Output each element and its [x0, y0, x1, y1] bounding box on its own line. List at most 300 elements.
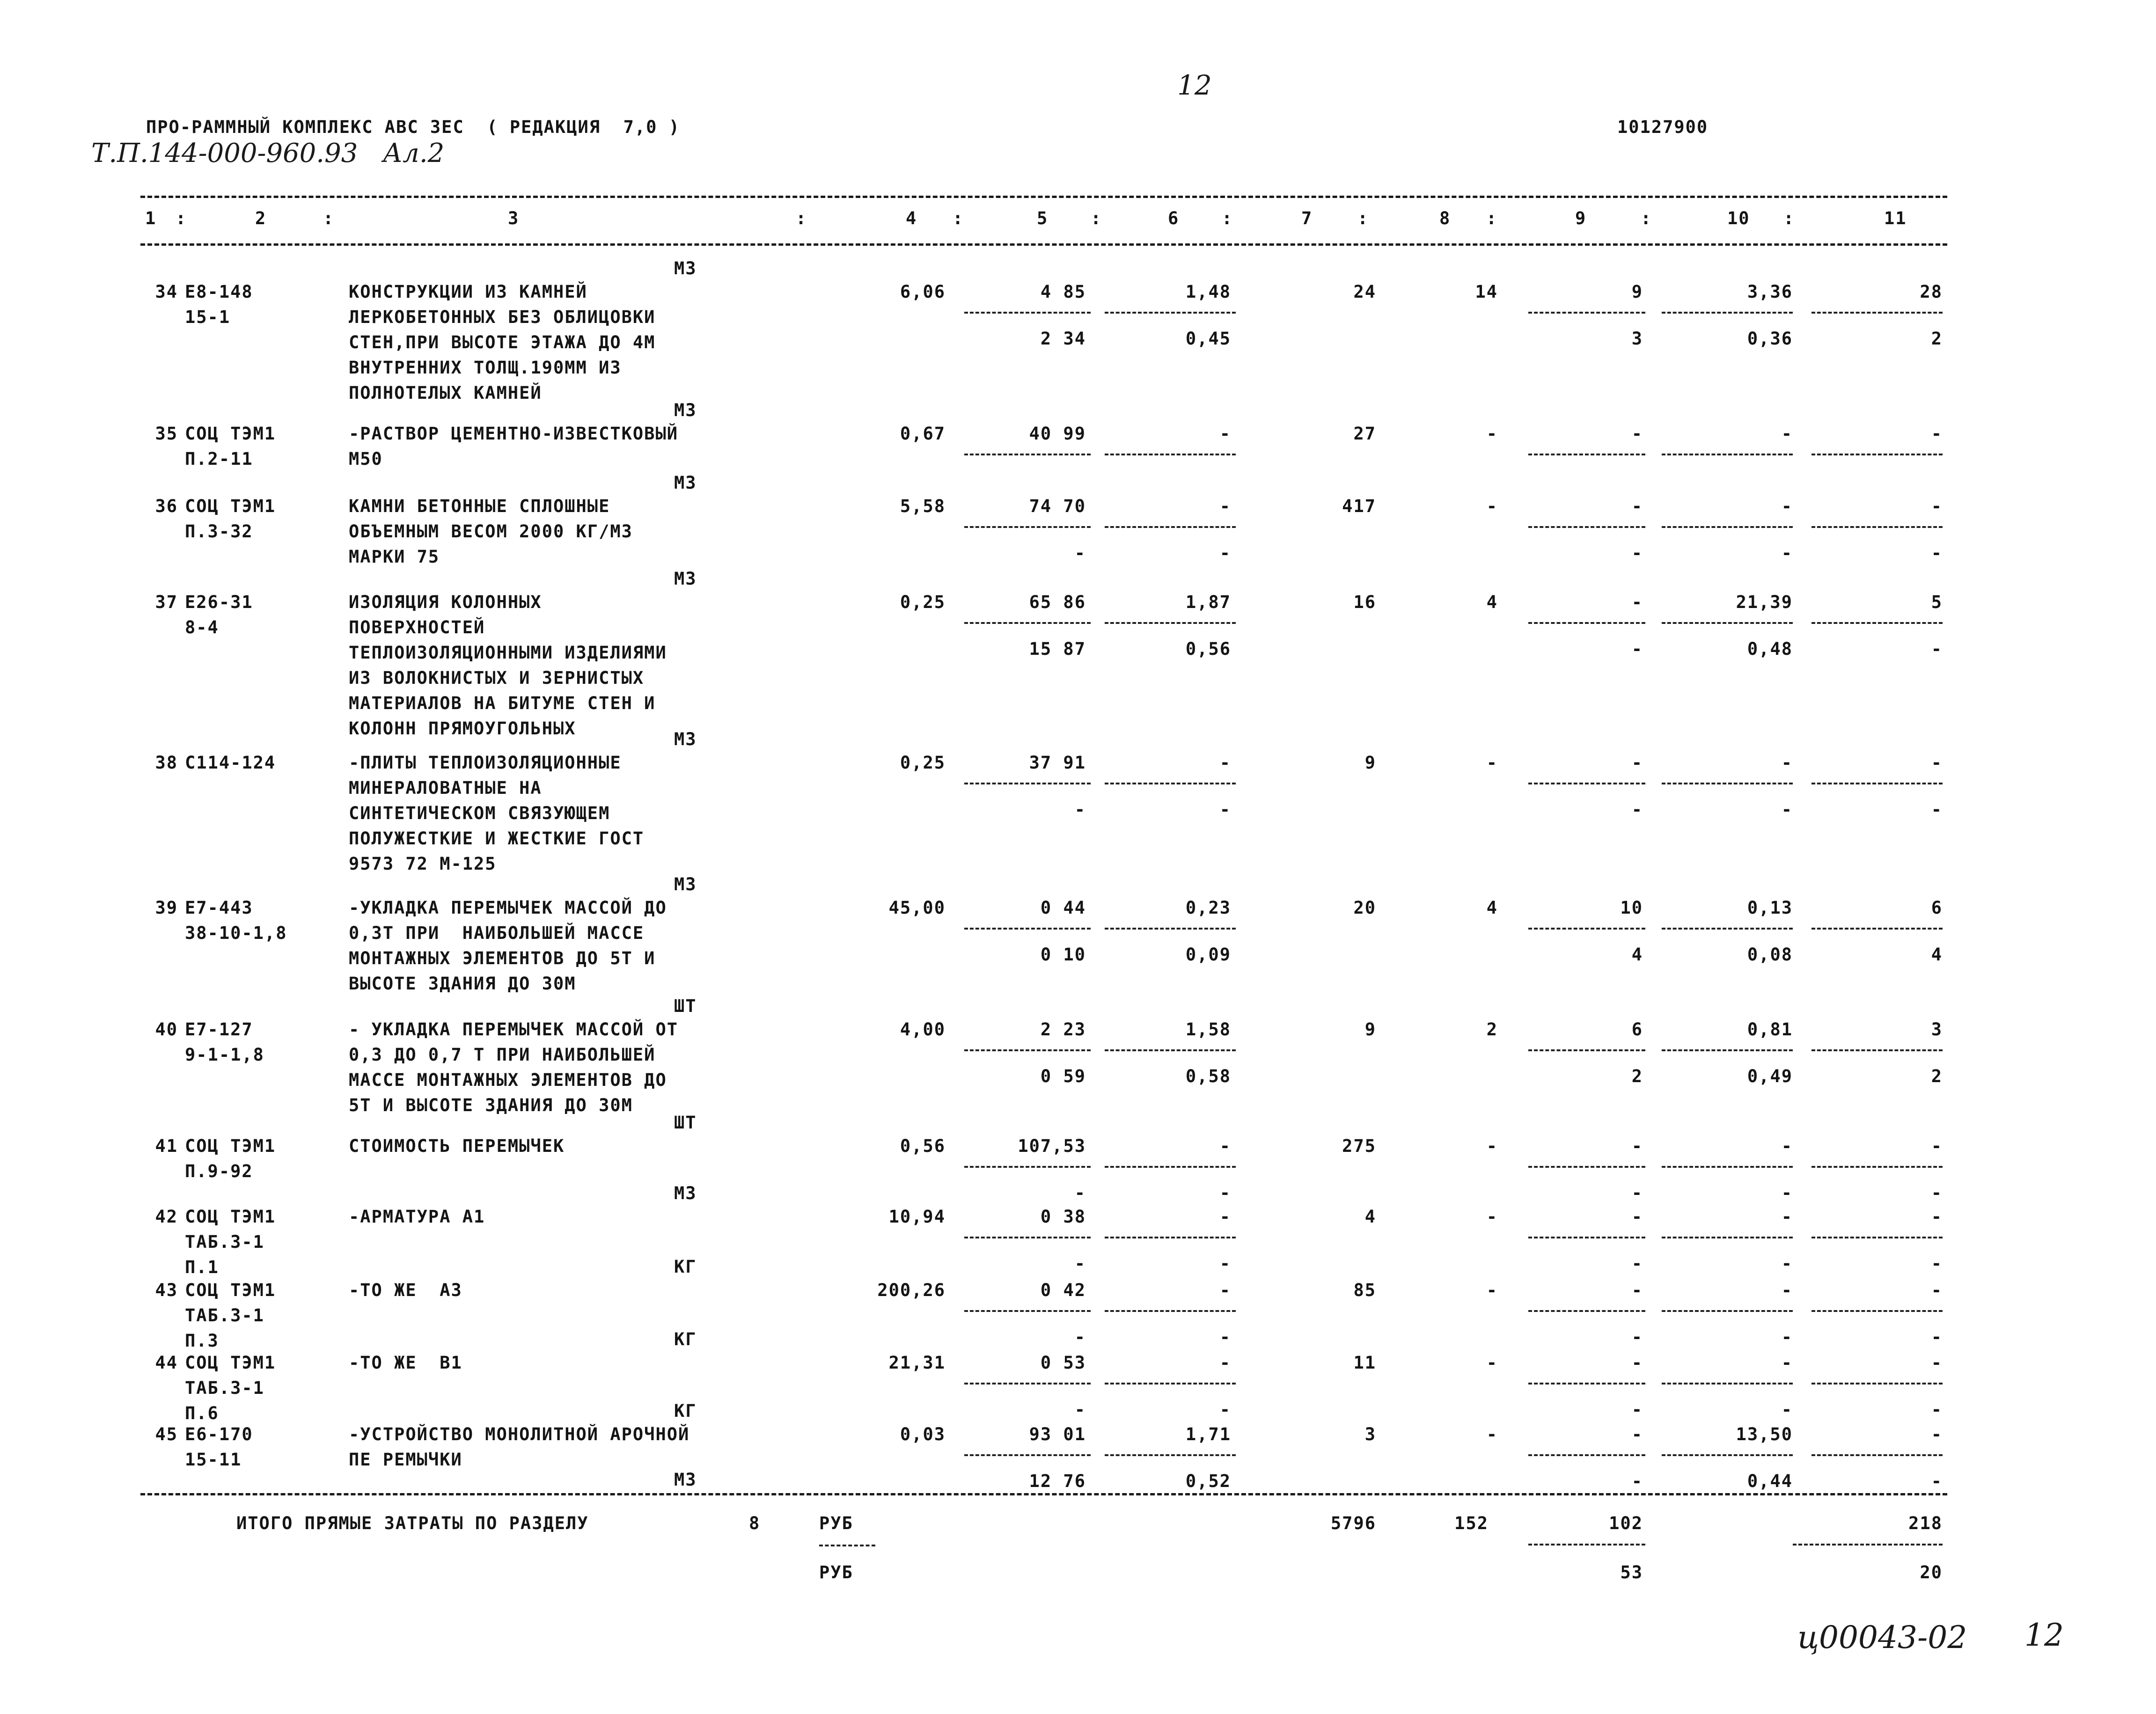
- row-col5-bottom: -: [1074, 1183, 1086, 1203]
- row-col10-bottom: -: [1781, 543, 1793, 563]
- row-code: 15-1: [185, 307, 231, 327]
- row-col5-top: 0 42: [1040, 1280, 1086, 1300]
- row-col5-top: 65 86: [1029, 592, 1086, 612]
- row-col8: 2: [1486, 1019, 1498, 1040]
- row-col5-divider: [964, 1383, 1091, 1384]
- column-header-5: 5: [1037, 208, 1049, 228]
- row-col6-top: -: [1219, 1280, 1231, 1300]
- totals-col11-bottom: 20: [1920, 1562, 1943, 1582]
- row-col5-top: 0 44: [1040, 898, 1086, 918]
- row-col10-top: -: [1781, 1207, 1793, 1227]
- row-description: ПОВЕРХНОСТЕЙ: [349, 617, 485, 637]
- totals-col11-top: 218: [1908, 1513, 1943, 1533]
- row-col8: -: [1486, 1424, 1498, 1444]
- row-col10-divider: [1662, 1454, 1793, 1456]
- row-unit: М3: [674, 569, 697, 589]
- row-col7: 16: [1353, 592, 1376, 612]
- row-col9-divider: [1528, 1237, 1645, 1238]
- row-number: 35: [155, 424, 178, 444]
- row-col10-top: -: [1781, 753, 1793, 773]
- row-description: МАССЕ МОНТАЖНЫХ ЭЛЕМЕНТОВ ДО: [349, 1070, 667, 1090]
- row-col10-bottom: 0,36: [1747, 329, 1793, 349]
- row-col7: 24: [1353, 282, 1376, 302]
- row-col10-bottom: -: [1781, 799, 1793, 820]
- row-col9-divider: [1528, 783, 1645, 784]
- row-code: СОЦ ТЭМ1: [185, 1280, 276, 1300]
- row-col6-bottom: -: [1219, 1327, 1231, 1347]
- column-header-10: 10: [1727, 208, 1750, 228]
- column-separator: :: [1357, 208, 1369, 228]
- row-col7: 4: [1364, 1207, 1376, 1227]
- row-col8: -: [1486, 753, 1498, 773]
- row-col9-bottom: -: [1631, 1399, 1643, 1420]
- column-header-1: 1: [145, 208, 157, 228]
- column-separator: :: [1783, 208, 1795, 228]
- row-col5-divider: [964, 1237, 1091, 1238]
- row-code: СОЦ ТЭМ1: [185, 1353, 276, 1373]
- row-col11-bottom: -: [1931, 639, 1943, 659]
- row-description: ОБЪЕМНЫМ ВЕСОМ 2000 КГ/М3: [349, 521, 633, 542]
- row-description: ПЕ РЕМЫЧКИ: [349, 1450, 462, 1470]
- row-col10-divider: [1662, 928, 1793, 930]
- row-col8: -: [1486, 1280, 1498, 1300]
- row-col10-divider: [1662, 783, 1793, 784]
- row-description: -АРМАТУРА А1: [349, 1207, 485, 1227]
- row-col10-top: 21,39: [1736, 592, 1793, 612]
- row-col6-top: 1,71: [1185, 1424, 1231, 1444]
- row-description: 0,3 ДО 0,7 Т ПРИ НАИБОЛЬШЕЙ: [349, 1045, 656, 1065]
- row-col10-divider: [1662, 312, 1793, 314]
- row-code: П.2-11: [185, 449, 253, 469]
- row-unit: М3: [674, 400, 697, 420]
- row-col5-top: 93 01: [1029, 1424, 1086, 1444]
- row-col10-top: -: [1781, 1280, 1793, 1300]
- row-col11-top: -: [1931, 1207, 1943, 1227]
- row-description: -ПЛИТЫ ТЕПЛОИЗОЛЯЦИОННЫЕ: [349, 753, 622, 773]
- row-code: СОЦ ТЭМ1: [185, 496, 276, 516]
- row-code: П.6: [185, 1403, 219, 1423]
- row-col6-bottom: 0,56: [1185, 639, 1231, 659]
- row-col5-divider: [964, 1454, 1091, 1456]
- row-col5-top: 0 53: [1040, 1353, 1086, 1373]
- row-description: МИНЕРАЛОВАТНЫЕ НА: [349, 778, 542, 798]
- row-col9-top: -: [1631, 1207, 1643, 1227]
- row-col10-divider: [1662, 1310, 1793, 1312]
- row-col5-divider: [964, 454, 1091, 455]
- row-col11-top: -: [1931, 1280, 1943, 1300]
- row-unit: М3: [674, 258, 697, 278]
- column-header-7: 7: [1301, 208, 1313, 228]
- row-col5-divider: [964, 783, 1091, 784]
- row-col11-top: 28: [1920, 282, 1943, 302]
- row-col6-divider: [1105, 312, 1236, 314]
- row-col5-bottom: 2 34: [1040, 329, 1086, 349]
- row-number: 45: [155, 1424, 178, 1444]
- column-separator: :: [1486, 208, 1498, 228]
- row-col7: 3: [1364, 1424, 1376, 1444]
- row-code: П.3-32: [185, 521, 253, 542]
- row-col9-top: -: [1631, 1424, 1643, 1444]
- row-col6-divider: [1105, 1454, 1236, 1456]
- row-col11-divider: [1811, 1383, 1943, 1384]
- row-col6-top: 1,48: [1185, 282, 1231, 302]
- row-number: 43: [155, 1280, 178, 1300]
- row-col11-bottom: -: [1931, 543, 1943, 563]
- row-col9-bottom: 2: [1631, 1066, 1643, 1086]
- column-separator: :: [1641, 208, 1652, 228]
- row-col10-bottom: 0,44: [1747, 1471, 1793, 1491]
- row-col6-top: -: [1219, 496, 1231, 516]
- row-col8: -: [1486, 424, 1498, 444]
- row-col8: 14: [1475, 282, 1498, 302]
- totals-col9-top: 102: [1609, 1513, 1643, 1533]
- row-unit: КГ: [674, 1401, 697, 1421]
- row-description: СИНТЕТИЧЕСКОМ СВЯЗУЮЩЕМ: [349, 803, 610, 823]
- row-quantity: 6,06: [900, 282, 946, 302]
- row-col10-top: -: [1781, 1136, 1793, 1156]
- row-col5-divider: [964, 622, 1091, 624]
- table-bottom-rule: [140, 1493, 1947, 1495]
- row-col9-top: 10: [1620, 898, 1643, 918]
- row-code: Е8-148: [185, 282, 253, 302]
- row-col10-divider: [1662, 1049, 1793, 1051]
- row-col6-bottom: -: [1219, 1183, 1231, 1203]
- row-col9-divider: [1528, 928, 1645, 930]
- row-col6-bottom: -: [1219, 1253, 1231, 1274]
- row-col11-top: -: [1931, 1136, 1943, 1156]
- row-col5-bottom: -: [1074, 799, 1086, 820]
- row-quantity: 0,25: [900, 592, 946, 612]
- row-col5-divider: [964, 1166, 1091, 1168]
- row-description: ВЫСОТЕ ЗДАНИЯ ДО 30М: [349, 974, 576, 994]
- row-col11-bottom: -: [1931, 1399, 1943, 1420]
- row-number: 37: [155, 592, 178, 612]
- row-col9-bottom: -: [1631, 1253, 1643, 1274]
- row-col9-divider: [1528, 1454, 1645, 1456]
- row-quantity: 21,31: [888, 1353, 946, 1373]
- row-unit: КГ: [674, 1257, 697, 1277]
- row-col5-bottom: 15 87: [1029, 639, 1086, 659]
- row-col9-top: -: [1631, 496, 1643, 516]
- row-col10-divider: [1662, 1237, 1793, 1238]
- row-description: ПОЛНОТЕЛЫХ КАМНЕЙ: [349, 383, 542, 403]
- column-header-9: 9: [1575, 208, 1587, 228]
- row-col11-top: -: [1931, 1353, 1943, 1373]
- row-description: -РАСТВОР ЦЕМЕНТНО-ИЗВЕСТКОВЫЙ: [349, 424, 679, 444]
- row-col5-top: 107,53: [1018, 1136, 1086, 1156]
- row-unit: КГ: [674, 1329, 697, 1349]
- document-reference: Т.П.144-000-960.93 Ал.2: [91, 138, 445, 168]
- row-col9-divider: [1528, 454, 1645, 455]
- row-col6-divider: [1105, 928, 1236, 930]
- row-col5-top: 37 91: [1029, 753, 1086, 773]
- row-unit: М3: [674, 473, 697, 493]
- row-description: 0,3Т ПРИ НАИБОЛЬШЕЙ МАССЕ: [349, 923, 645, 943]
- row-description: КОНСТРУКЦИИ ИЗ КАМНЕЙ: [349, 282, 587, 302]
- totals-col7: 5796: [1330, 1513, 1376, 1533]
- row-code: ТАБ.3-1: [185, 1378, 264, 1398]
- row-col8: -: [1486, 1207, 1498, 1227]
- row-col9-bottom: -: [1631, 1327, 1643, 1347]
- column-separator: :: [323, 208, 335, 228]
- row-code: ТАБ.3-1: [185, 1232, 264, 1252]
- row-col7: 20: [1353, 898, 1376, 918]
- document-code: 10127900: [1617, 117, 1709, 137]
- row-number: 44: [155, 1353, 178, 1373]
- row-unit: М3: [674, 729, 697, 749]
- row-code: Е26-31: [185, 592, 253, 612]
- column-header-6: 6: [1168, 208, 1180, 228]
- row-col9-top: -: [1631, 592, 1643, 612]
- row-col9-bottom: -: [1631, 639, 1643, 659]
- row-col11-bottom: 2: [1931, 1066, 1943, 1086]
- row-col10-divider: [1662, 622, 1793, 624]
- row-description: - УКЛАДКА ПЕРЕМЫЧЕК МАССОЙ ОТ: [349, 1019, 679, 1040]
- totals-unit-divider: [819, 1545, 875, 1546]
- row-col7: 9: [1364, 753, 1376, 773]
- row-col11-top: -: [1931, 1424, 1943, 1444]
- row-col5-bottom: -: [1074, 1327, 1086, 1347]
- row-col9-top: 9: [1631, 282, 1643, 302]
- row-description: -ТО ЖЕ В1: [349, 1353, 462, 1373]
- row-code: СОЦ ТЭМ1: [185, 1136, 276, 1156]
- row-col6-divider: [1105, 622, 1236, 624]
- row-col5-bottom: 0 10: [1040, 945, 1086, 965]
- row-col6-bottom: -: [1219, 543, 1231, 563]
- row-col8: -: [1486, 1136, 1498, 1156]
- row-col11-top: -: [1931, 753, 1943, 773]
- row-col11-bottom: -: [1931, 1183, 1943, 1203]
- row-unit-last: М3: [674, 1470, 697, 1490]
- row-code: С114-124: [185, 753, 276, 773]
- totals-col9-bottom: 53: [1620, 1562, 1643, 1582]
- row-col6-divider: [1105, 1166, 1236, 1168]
- row-col5-bottom: -: [1074, 1253, 1086, 1274]
- row-col11-bottom: -: [1931, 1471, 1943, 1491]
- row-col6-top: 1,87: [1185, 592, 1231, 612]
- column-separator: :: [1091, 208, 1102, 228]
- column-separator: :: [953, 208, 964, 228]
- row-col10-bottom: 0,49: [1747, 1066, 1793, 1086]
- program-header: ПРО-РАММНЫЙ КОМПЛЕКС АВС ЗЕС ( РЕДАКЦИЯ 7,0 ): [146, 117, 680, 137]
- row-col5-top: 74 70: [1029, 496, 1086, 516]
- row-col9-divider: [1528, 1383, 1645, 1384]
- row-description: ЛЕРКОБЕТОННЫХ БЕЗ ОБЛИЦОВКИ: [349, 307, 656, 327]
- row-description: ВНУТРЕННИХ ТОЛЩ.190ММ ИЗ: [349, 358, 622, 378]
- row-number: 41: [155, 1136, 178, 1156]
- row-col10-bottom: -: [1781, 1253, 1793, 1274]
- table-header-bottom-rule: [140, 243, 1947, 246]
- row-col9-top: 6: [1631, 1019, 1643, 1040]
- row-col10-divider: [1662, 1166, 1793, 1168]
- row-col11-top: -: [1931, 424, 1943, 444]
- row-col9-divider: [1528, 1166, 1645, 1168]
- row-code: П.9-92: [185, 1161, 253, 1181]
- totals-unit-top: РУБ: [819, 1513, 853, 1533]
- column-header-3: 3: [508, 208, 520, 228]
- row-quantity: 0,56: [900, 1136, 946, 1156]
- row-number: 38: [155, 753, 178, 773]
- row-description: ИЗ ВОЛОКНИСТЫХ И ЗЕРНИСТЫХ: [349, 668, 645, 688]
- row-col6-divider: [1105, 1237, 1236, 1238]
- row-col8: -: [1486, 496, 1498, 516]
- row-description: МАТЕРИАЛОВ НА БИТУМЕ СТЕН И: [349, 693, 656, 713]
- page-number-top: 12: [1177, 69, 1212, 101]
- row-col9-bottom: 4: [1631, 945, 1643, 965]
- row-col10-bottom: -: [1781, 1399, 1793, 1420]
- row-col10-bottom: 0,08: [1747, 945, 1793, 965]
- row-col11-bottom: 2: [1931, 329, 1943, 349]
- row-number: 34: [155, 282, 178, 302]
- column-header-2: 2: [255, 208, 267, 228]
- row-col9-divider: [1528, 1310, 1645, 1312]
- row-description: КАМНИ БЕТОННЫЕ СПЛОШНЫЕ: [349, 496, 610, 516]
- row-col9-bottom: -: [1631, 543, 1643, 563]
- row-code: СОЦ ТЭМ1: [185, 1207, 276, 1227]
- row-col5-divider: [964, 526, 1091, 528]
- row-col9-bottom: 3: [1631, 329, 1643, 349]
- row-col9-divider: [1528, 622, 1645, 624]
- row-col7: 417: [1342, 496, 1376, 516]
- row-col9-divider: [1528, 1049, 1645, 1051]
- row-unit: М3: [674, 1183, 697, 1203]
- row-col7: 27: [1353, 424, 1376, 444]
- row-description: -УСТРОЙСТВО МОНОЛИТНОЙ АРОЧНОЙ: [349, 1424, 690, 1444]
- column-separator: :: [176, 208, 187, 228]
- row-col11-bottom: -: [1931, 799, 1943, 820]
- row-col9-top: -: [1631, 424, 1643, 444]
- row-col11-bottom: 4: [1931, 945, 1943, 965]
- column-header-4: 4: [906, 208, 917, 228]
- row-col9-divider: [1528, 526, 1645, 528]
- row-col11-divider: [1811, 622, 1943, 624]
- row-col6-bottom: -: [1219, 799, 1231, 820]
- row-col11-bottom: -: [1931, 1253, 1943, 1274]
- column-separator: :: [796, 208, 807, 228]
- row-col6-bottom: 0,58: [1185, 1066, 1231, 1086]
- row-col6-top: -: [1219, 1353, 1231, 1373]
- row-col9-divider: [1528, 312, 1645, 314]
- row-col11-divider: [1811, 526, 1943, 528]
- row-col5-divider: [964, 928, 1091, 930]
- row-unit: ШТ: [674, 996, 697, 1016]
- totals-col9-divider: [1528, 1544, 1645, 1546]
- totals-unit-bottom: РУБ: [819, 1562, 853, 1582]
- totals-col11-divider: [1793, 1544, 1943, 1546]
- row-description: КОЛОНН ПРЯМОУГОЛЬНЫХ: [349, 718, 576, 739]
- row-quantity: 5,58: [900, 496, 946, 516]
- row-col11-bottom: -: [1931, 1327, 1943, 1347]
- row-quantity: 0,03: [900, 1424, 946, 1444]
- row-col9-top: -: [1631, 753, 1643, 773]
- row-col6-divider: [1105, 1310, 1236, 1312]
- footer-page-number: 12: [2024, 1617, 2064, 1653]
- row-col11-top: -: [1931, 496, 1943, 516]
- row-description: МАРКИ 75: [349, 547, 440, 567]
- row-col6-divider: [1105, 454, 1236, 455]
- row-col10-top: 3,36: [1747, 282, 1793, 302]
- row-description: 5Т И ВЫСОТЕ ЗДАНИЯ ДО 30М: [349, 1095, 633, 1115]
- row-col11-divider: [1811, 312, 1943, 314]
- row-col5-top: 2 23: [1040, 1019, 1086, 1040]
- row-col9-bottom: -: [1631, 799, 1643, 820]
- row-col5-top: 0 38: [1040, 1207, 1086, 1227]
- row-code: 38-10-1,8: [185, 923, 287, 943]
- row-col5-top: 4 85: [1040, 282, 1086, 302]
- row-col7: 9: [1364, 1019, 1376, 1040]
- row-col9-top: -: [1631, 1136, 1643, 1156]
- row-col11-divider: [1811, 454, 1943, 455]
- row-col6-divider: [1105, 526, 1236, 528]
- row-col10-divider: [1662, 454, 1793, 455]
- row-col6-top: -: [1219, 424, 1231, 444]
- row-unit: ШТ: [674, 1113, 697, 1133]
- row-col5-bottom: -: [1074, 543, 1086, 563]
- row-code: 9-1-1,8: [185, 1045, 264, 1065]
- row-col8: 4: [1486, 898, 1498, 918]
- row-quantity: 10,94: [888, 1207, 946, 1227]
- row-col6-bottom: -: [1219, 1399, 1231, 1420]
- row-col10-top: 13,50: [1736, 1424, 1793, 1444]
- row-col11-top: 3: [1931, 1019, 1943, 1040]
- row-col6-divider: [1105, 1383, 1236, 1384]
- row-description: 9573 72 М-125: [349, 854, 497, 874]
- row-code: 8-4: [185, 617, 219, 637]
- row-code: П.3: [185, 1331, 219, 1351]
- row-number: 36: [155, 496, 178, 516]
- row-col11-divider: [1811, 1237, 1943, 1238]
- row-code: СОЦ ТЭМ1: [185, 424, 276, 444]
- row-col7: 85: [1353, 1280, 1376, 1300]
- row-code: ТАБ.3-1: [185, 1305, 264, 1326]
- row-quantity: 45,00: [888, 898, 946, 918]
- row-col6-bottom: 0,52: [1185, 1471, 1231, 1491]
- row-col11-divider: [1811, 1166, 1943, 1168]
- row-description: -УКЛАДКА ПЕРЕМЫЧЕК МАССОЙ ДО: [349, 898, 667, 918]
- row-col10-divider: [1662, 1383, 1793, 1384]
- row-code: 15-11: [185, 1450, 242, 1470]
- row-col10-top: -: [1781, 496, 1793, 516]
- footer-document-code: ц00043-02: [1797, 1619, 1967, 1655]
- row-col6-top: -: [1219, 1207, 1231, 1227]
- row-col11-divider: [1811, 783, 1943, 784]
- row-col6-divider: [1105, 783, 1236, 784]
- row-number: 40: [155, 1019, 178, 1040]
- row-col10-top: -: [1781, 424, 1793, 444]
- row-col6-top: -: [1219, 753, 1231, 773]
- row-col5-top: 40 99: [1029, 424, 1086, 444]
- column-header-8: 8: [1439, 208, 1451, 228]
- row-col6-top: 0,23: [1185, 898, 1231, 918]
- row-col10-bottom: -: [1781, 1183, 1793, 1203]
- row-col5-divider: [964, 1049, 1091, 1051]
- row-col9-top: -: [1631, 1353, 1643, 1373]
- row-description: ПОЛУЖЕСТКИЕ И ЖЕСТКИЕ ГОСТ: [349, 828, 645, 849]
- row-description: ТЕПЛОИЗОЛЯЦИОННЫМИ ИЗДЕЛИЯМИ: [349, 643, 667, 663]
- totals-label: ИТОГО ПРЯМЫЕ ЗАТРАТЫ ПО РАЗДЕЛУ: [236, 1513, 589, 1533]
- row-col7: 11: [1353, 1353, 1376, 1373]
- column-header-11: 11: [1884, 208, 1907, 228]
- row-col8: 4: [1486, 592, 1498, 612]
- row-col11-divider: [1811, 1049, 1943, 1051]
- totals-col8: 152: [1454, 1513, 1489, 1533]
- row-col10-bottom: -: [1781, 1327, 1793, 1347]
- row-col8: -: [1486, 1353, 1498, 1373]
- table-top-rule: [140, 196, 1947, 198]
- column-separator: :: [1222, 208, 1233, 228]
- row-number: 42: [155, 1207, 178, 1227]
- row-col11-divider: [1811, 1454, 1943, 1456]
